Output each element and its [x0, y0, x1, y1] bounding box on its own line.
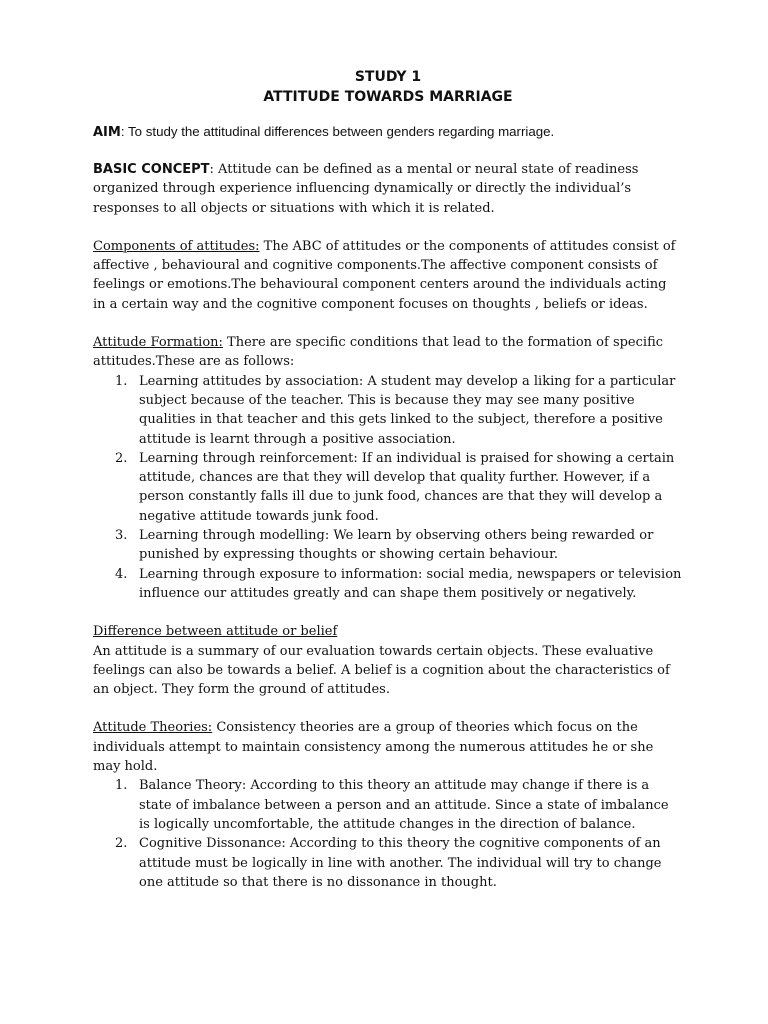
list-item-text: Learning through reinforcement: If an individual is praised for showing a certain attitude, chances are that they will develop that quality further. However, if a person constantly falls ill due to junk food, chances are that they will develop a negative attitude towards junk food.	[139, 450, 675, 524]
basic-concept-paragraph	[93, 160, 683, 218]
list-item	[93, 372, 683, 449]
theories-list	[93, 776, 683, 892]
aim-text: : To study the attitudinal differences between genders regarding marriage.	[120, 124, 555, 139]
difference-heading: Difference between attitude or belief	[93, 624, 338, 640]
list-item-number: 2.	[115, 836, 128, 852]
aim-paragraph	[93, 122, 683, 142]
document-page	[93, 67, 683, 892]
formation-list	[93, 372, 683, 604]
list-item	[93, 526, 683, 565]
theories-paragraph	[93, 718, 683, 776]
difference-paragraph	[93, 622, 683, 699]
list-item-number: 1.	[115, 778, 128, 794]
title-line-1: STUDY 1	[354, 69, 422, 85]
formation-heading: Attitude Formation:	[93, 335, 223, 351]
list-item	[93, 565, 683, 604]
title-line-2: ATTITUDE TOWARDS MARRIAGE	[263, 89, 513, 105]
list-item-text: Learning through modelling: We learn by observing others being rewarded or punished by expressing thoughts or showing certain behaviour.	[139, 528, 654, 563]
list-item-text: Learning through exposure to information: social media, newspapers or television influence our attitudes greatly and can shape them positively or negatively.	[139, 566, 682, 601]
list-item-number: 3.	[115, 528, 128, 544]
list-item-text: Cognitive Dissonance: According to this theory the cognitive components of an attitude must be logically in line with another. The individual will try to change one attitude so that there is no dissonance in thought.	[139, 836, 662, 890]
list-item	[93, 776, 683, 834]
list-item	[93, 834, 683, 892]
list-item	[93, 449, 683, 526]
difference-text: An attitude is a summary of our evaluation towards certain objects. These evaluative feelings can also be towards a belief. A belief is a cognition about the characteristics of an object. They form the ground of attitudes.	[93, 643, 670, 698]
document-title	[93, 67, 683, 107]
list-item-number: 4.	[115, 566, 128, 582]
list-item-number: 2.	[115, 450, 128, 466]
basic-concept-label: BASIC CONCEPT	[93, 162, 210, 177]
list-item-number: 1.	[115, 373, 128, 389]
formation-paragraph	[93, 333, 683, 372]
components-heading: Components of attitudes:	[93, 238, 260, 254]
theories-heading: Attitude Theories:	[93, 720, 213, 736]
list-item-text: Balance Theory: According to this theory an attitude may change if there is a state of imbalance between a person and an attitude. Since a state of imbalance is logically uncomfortable, the attitude changes in the direction of balance.	[139, 778, 669, 832]
theories-text: Consistency theories are a group of theories which focus on the individuals attempt to maintain consistency among the numerous attitudes he or she may hold.	[93, 720, 654, 775]
list-item-text: Learning attitudes by association: A student may develop a liking for a particular subject because of the teacher. This is because they may see many positive qualities in that teacher and this gets linked to the subject, therefore a positive attitude is learnt through a positive association.	[139, 373, 676, 447]
formation-text: There are specific conditions that lead to the formation of specific attitudes.These are as follows:	[93, 335, 664, 370]
basic-concept-text: : Attitude can be defined as a mental or neural state of readiness organized through experience influencing dynamically or directly the individual’s responses to all objects or situations with which it is related.	[93, 162, 639, 216]
components-paragraph	[93, 237, 683, 314]
aim-label: AIM	[93, 125, 121, 140]
components-text: The ABC of attitudes or the components of attitudes consist of affective , behavioural and cognitive components.The affective component consists of feelings or emotions.The behavioural component centers around the individuals acting in a certain way and the cognitive component focuses on thoughts , beliefs or ideas.	[93, 238, 676, 312]
